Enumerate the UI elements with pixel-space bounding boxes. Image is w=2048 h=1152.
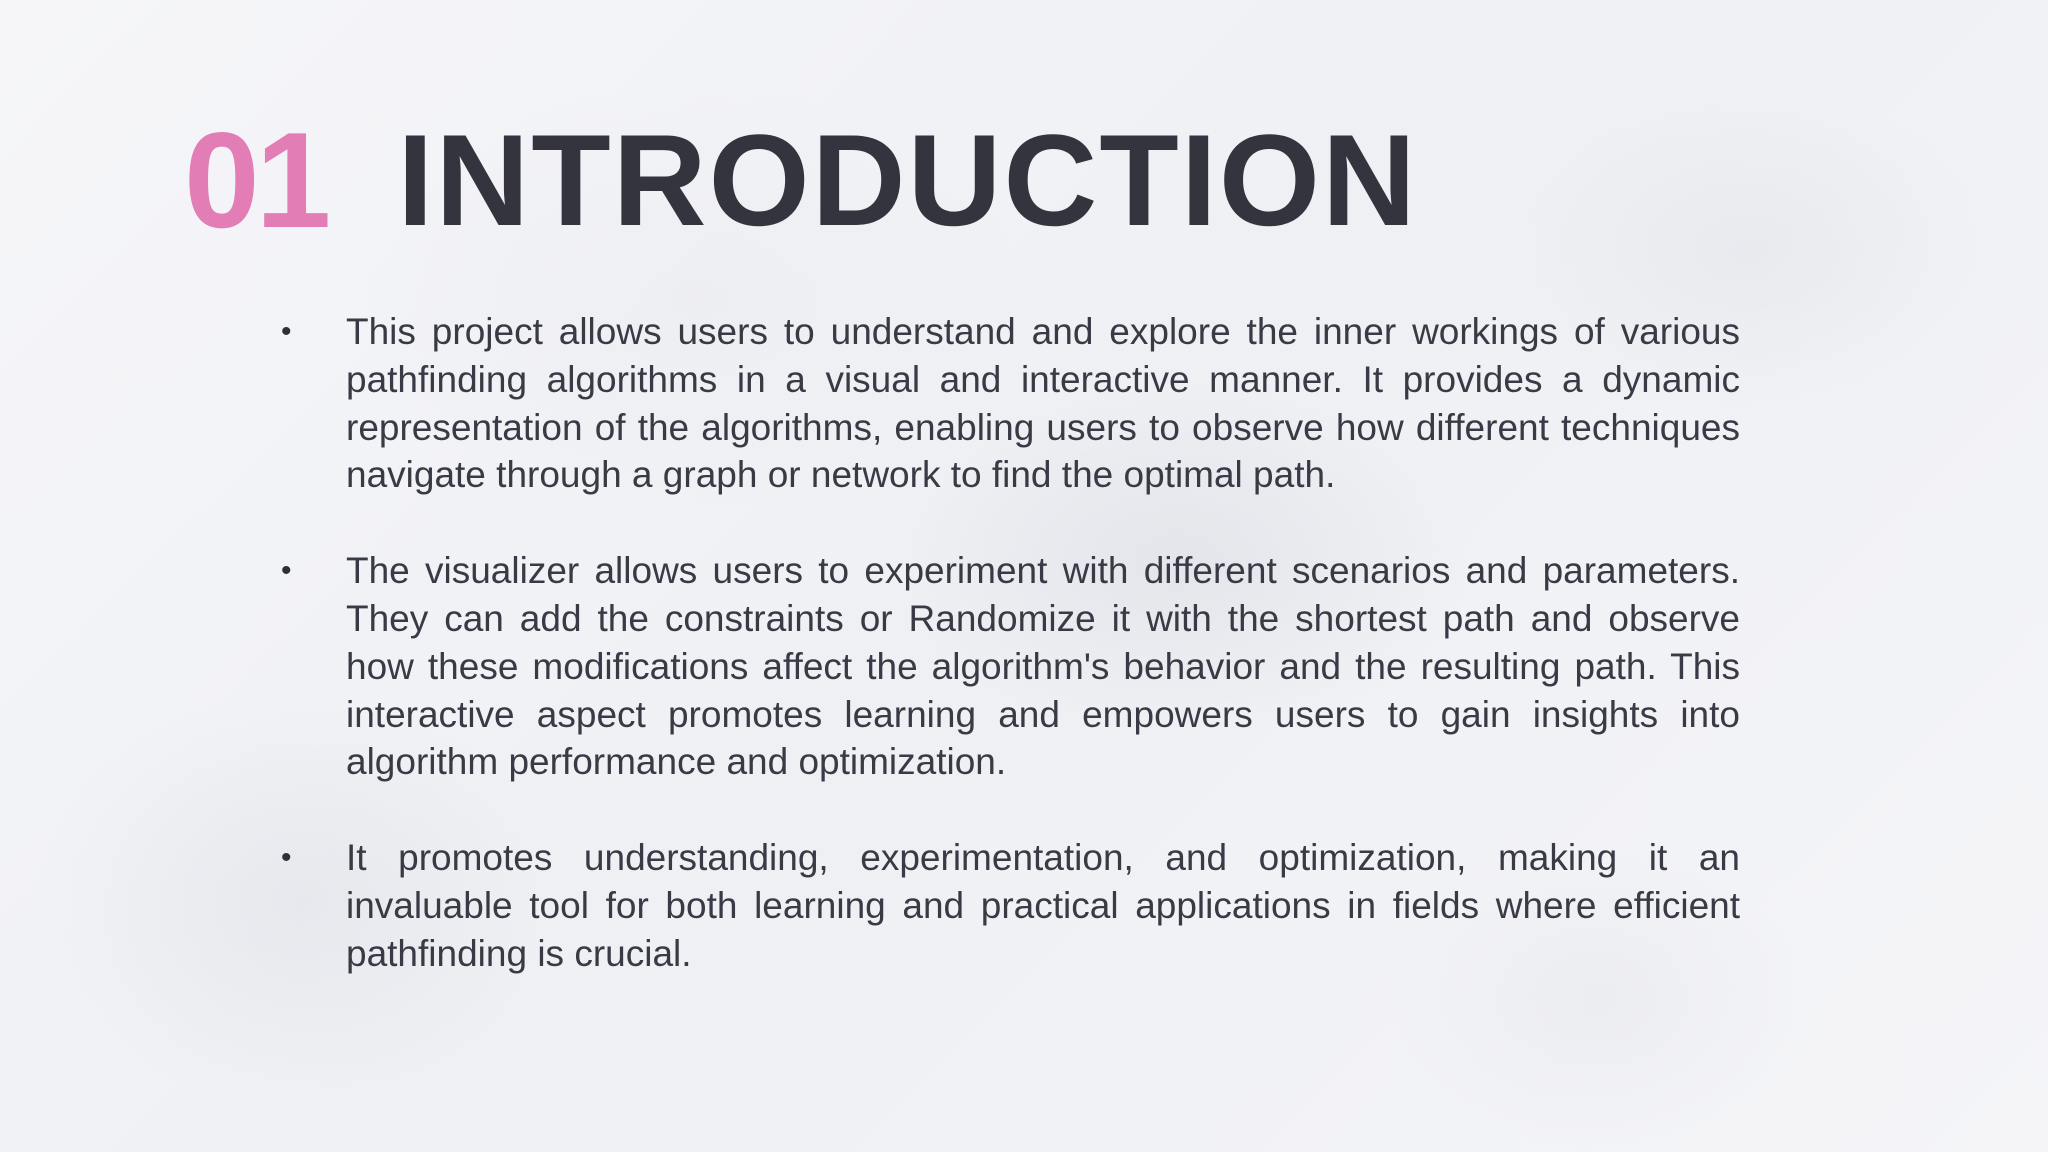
bullet-text: This project allows users to understand and explore the inner workings of various pathfinding algorithms in a visual and interactive manner. It provides a dynamic representation of the algorithms, enabling users to observe how different techniques navigate through a graph or network to find the optimal path.: [346, 311, 1740, 496]
bullet-icon: •: [281, 315, 292, 348]
page-title: INTRODUCTION: [397, 107, 1418, 253]
bullet-icon: •: [281, 841, 292, 875]
bullet-text: It promotes understanding, experimentation, and optimization, making it an invaluable tool for both learning and practical applications in fields where efficient pathfinding is crucial.: [346, 837, 1740, 974]
list-item: [272, 834, 1740, 977]
section-number: 01: [184, 104, 328, 256]
bullet-icon: •: [281, 554, 292, 588]
slide-heading: [184, 105, 1418, 255]
bullet-list: [272, 308, 1740, 1026]
list-item: [272, 547, 1740, 786]
list-item: [272, 308, 1740, 499]
bullet-text: The visualizer allows users to experiment with different scenarios and parameters. They can add the constraints or Randomize it with the shortest path and observe how these modifications affect the algorithm's behavior and the resulting path. This interactive aspect promotes learning and empowers users to gain insights into algorithm performance and optimization.: [346, 550, 1740, 783]
